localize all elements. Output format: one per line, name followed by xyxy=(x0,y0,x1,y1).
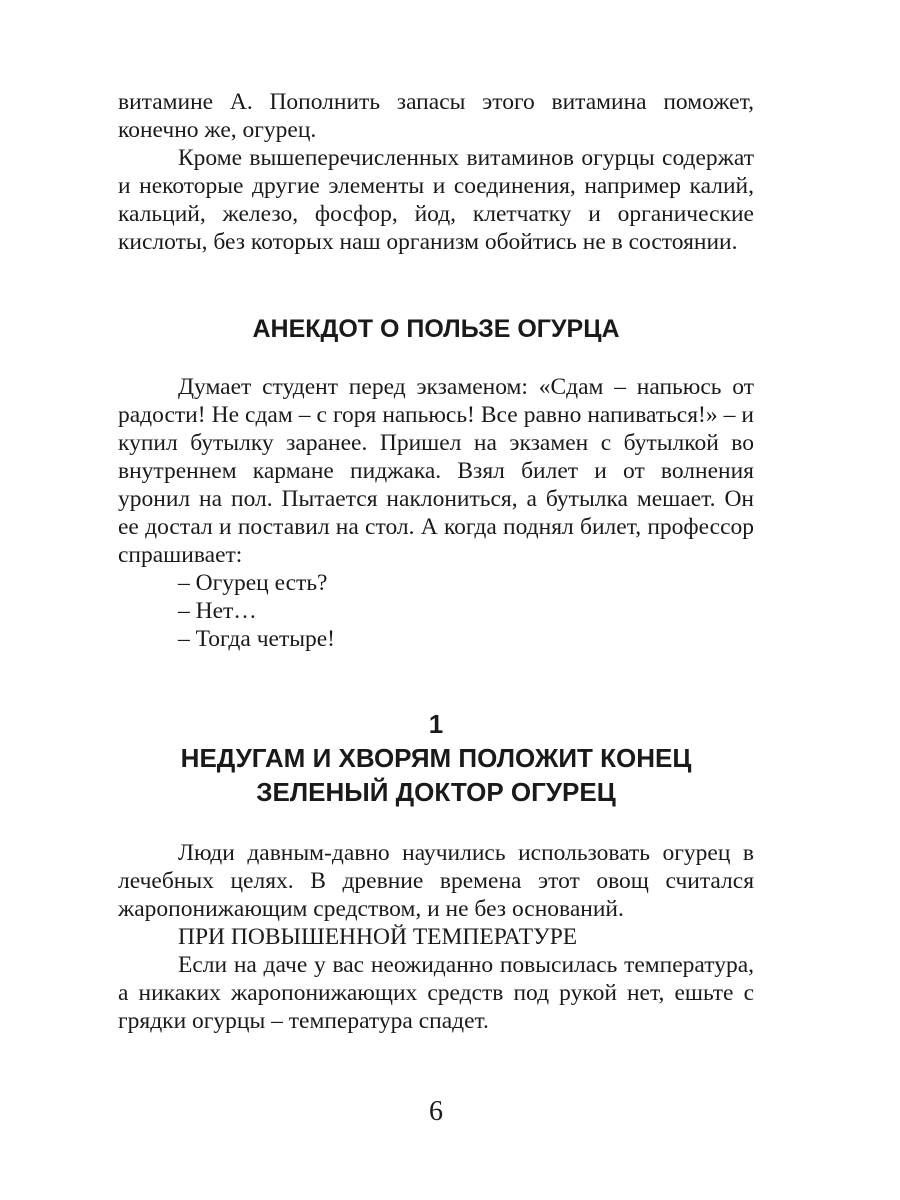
dialogue-line: – Огурец есть? xyxy=(178,570,328,596)
book-page xyxy=(118,0,754,1200)
anecdote-paragraph: Думает студент перед экзаменом: «Сдам – напьюсь от радости! Не сдам – с горя напьюсь! Все равно напиваться!» – и купил бутылку заранее. Пришел на экзамен с бутылкой во внутреннем кармане пиджака. Взял билет и от волнения уронил на пол. Пытается наклониться, а бутылка мешает. Он ее достал и поставил на стол. А когда поднял билет, профессор спрашивает: xyxy=(118,374,754,568)
chapter-paragraph: Люди давным-давно научились использовать огурец в лечебных целях. В древние времена этот овощ считался жаропонижающим средством, и не без оснований. xyxy=(118,840,754,922)
dialogue-line: – Тогда четыре! xyxy=(178,626,336,652)
page-number: 6 xyxy=(429,1096,443,1127)
chapter-title-line-2: ЗЕЛЕНЫЙ ДОКТОР ОГУРЕЦ xyxy=(256,777,616,807)
chapter-title-line-1: НЕДУГАМ И ХВОРЯМ ПОЛОЖИТ КОНЕЦ xyxy=(180,743,692,773)
intro-paragraph: Кроме вышеперечисленных витаминов огурцы содержат и некоторые другие элементы и соединения, например калий, кальций, железо, фосфор, йод, клетчатку и органические кислоты, без которых наш организм обойтись не в состоянии. xyxy=(118,145,754,255)
chapter-paragraph-2: Если на даче у вас неожиданно повысилась температура, а никаких жаропонижающих средств под рукой нет, ешьте с грядки огурцы – температура спадет. xyxy=(118,952,754,1034)
intro-continuation: витамине А. Пополнить запасы этого витамина поможет, конечно же, огурец. xyxy=(118,89,754,143)
anecdote-heading: АНЕКДОТ О ПОЛЬЗЕ ОГУРЦА xyxy=(252,315,620,343)
chapter-number: 1 xyxy=(428,709,444,739)
subheading-temperature: ПРИ ПОВЫШЕННОЙ ТЕМПЕРАТУРЕ xyxy=(178,924,578,950)
anecdote-dialogue xyxy=(118,569,754,653)
dialogue-line: – Нет… xyxy=(178,598,257,624)
